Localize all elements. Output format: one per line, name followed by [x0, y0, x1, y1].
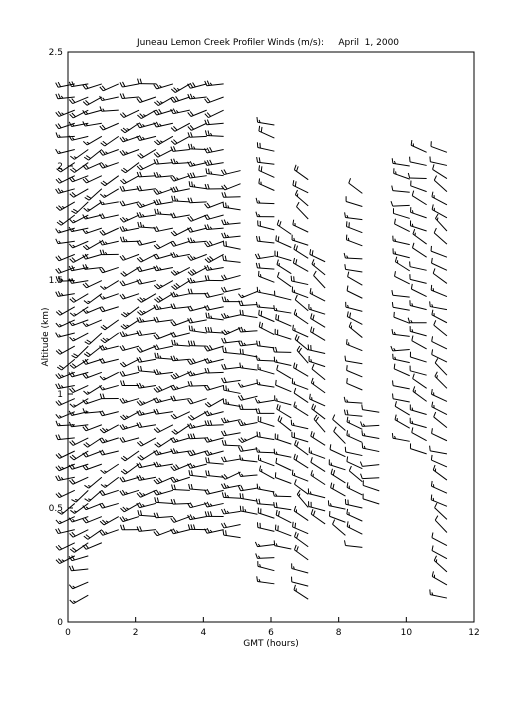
barb-feather — [294, 290, 295, 293]
barb-feather — [311, 359, 312, 362]
barb-feather — [257, 379, 258, 384]
barb-feather — [412, 210, 413, 213]
barb-feather — [226, 399, 227, 404]
barb-feather — [431, 495, 432, 500]
barb-feather — [257, 484, 258, 489]
barb-feather — [226, 385, 227, 390]
barb-feather — [259, 178, 260, 183]
barb-feather — [396, 171, 397, 174]
barb-feather — [278, 315, 279, 320]
chart-title: Juneau Lemon Creek Profiler Winds (m/s): April 1, 2000 — [136, 38, 400, 48]
barb-feather — [412, 408, 413, 411]
barb-feather — [430, 446, 431, 451]
barb-feather — [311, 307, 312, 310]
barb-feather — [278, 236, 279, 241]
barb-feather — [437, 375, 438, 378]
y-tick-label: 0.5 — [48, 504, 63, 514]
barb-feather — [347, 430, 348, 435]
barb-feather — [293, 522, 294, 527]
barb-feather — [240, 349, 241, 354]
barb-feather — [345, 356, 346, 361]
barb-feather — [259, 310, 260, 315]
barb-feather — [243, 349, 244, 354]
barb-feather — [276, 235, 277, 240]
x-tick-label: 4 — [200, 628, 207, 638]
barb-feather — [295, 523, 296, 528]
x-tick-label: 0 — [65, 628, 71, 638]
x-tick-label: 6 — [268, 628, 274, 638]
barb-feather — [274, 305, 275, 310]
barb-feather — [431, 481, 432, 486]
barb-feather — [257, 117, 258, 122]
barb-shaft — [410, 178, 427, 179]
barb-feather — [394, 364, 395, 369]
barb-feather — [276, 380, 277, 385]
barb-feather — [261, 127, 262, 132]
barb-feather — [347, 509, 348, 514]
x-tick-label: 8 — [335, 628, 342, 638]
barb-feather — [276, 314, 277, 319]
barb-feather — [411, 140, 412, 145]
y-tick-label: 0 — [57, 618, 63, 628]
barb-feather — [392, 302, 393, 307]
y-tick-label: 1.5 — [48, 276, 63, 286]
x-tick-label: 10 — [400, 628, 413, 638]
barb-feather — [240, 493, 241, 498]
barb-feather — [294, 382, 295, 385]
barb-feather — [257, 432, 258, 437]
barb-feather — [345, 264, 346, 269]
y-tick-label: 1 — [57, 390, 63, 400]
barb-feather — [348, 238, 349, 241]
barb-feather — [261, 166, 262, 171]
y-tick-label: 2 — [57, 162, 63, 172]
barb-feather — [260, 458, 261, 461]
barb-feather — [243, 494, 244, 499]
barb-feather — [347, 378, 348, 383]
barb-feather — [347, 365, 348, 370]
barb-feather — [293, 325, 294, 330]
barb-feather — [392, 433, 393, 438]
barb-feather — [297, 194, 298, 197]
barb-feather — [259, 126, 260, 131]
x-tick-label: 2 — [132, 628, 139, 638]
barb-feather — [311, 451, 312, 454]
x-tick-label: 12 — [468, 628, 480, 638]
barb-feather — [362, 430, 363, 435]
barb-feather — [260, 432, 261, 437]
barb-feather — [412, 224, 413, 227]
barb-feather — [223, 398, 224, 403]
barb-feather — [243, 310, 244, 315]
barb-feather — [393, 380, 394, 385]
y-axis-label: Altitude (km) — [41, 307, 51, 367]
barb-feather — [436, 559, 437, 562]
barb-feather — [310, 394, 311, 399]
barb-feather — [261, 311, 262, 316]
barb-feather — [430, 301, 431, 306]
barb-feather — [362, 404, 363, 409]
barb-feather — [331, 463, 332, 466]
barb-feather — [259, 165, 260, 170]
barb-feather — [223, 385, 224, 390]
barb-feather — [393, 394, 394, 399]
barb-feather — [431, 455, 432, 460]
barb-feather — [294, 238, 295, 241]
x-axis-label: GMT (hours) — [243, 639, 299, 649]
barb-feather — [240, 310, 241, 315]
y-tick-label: 2.5 — [48, 48, 63, 58]
